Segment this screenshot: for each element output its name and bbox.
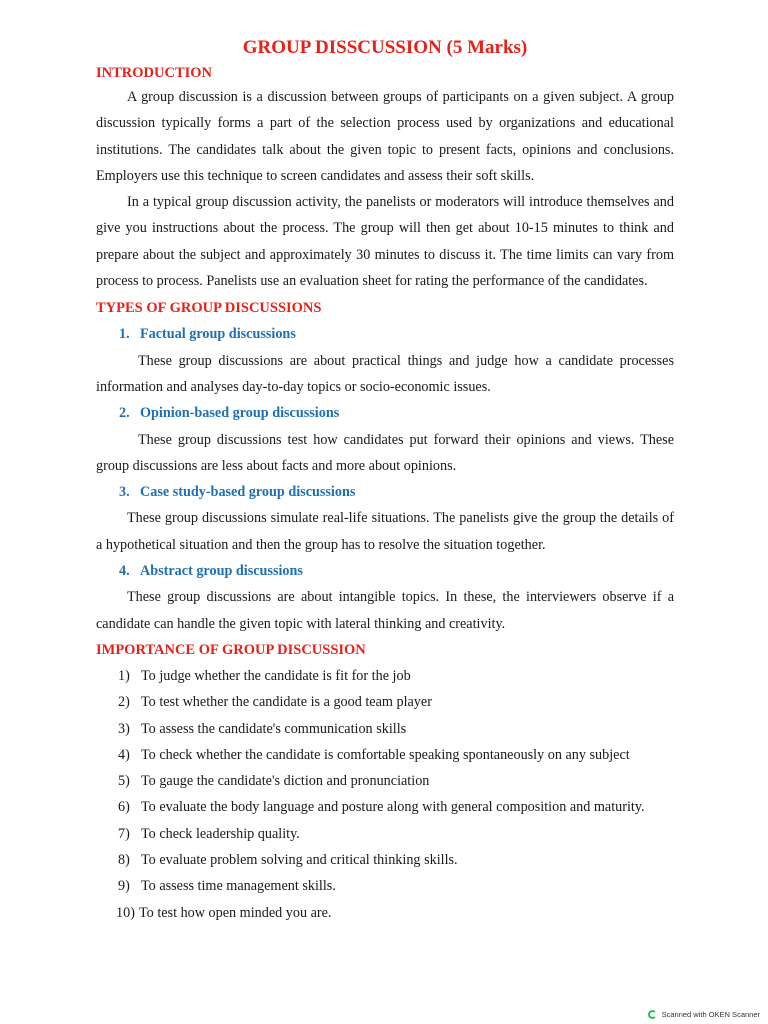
- scanner-watermark: [648, 1010, 760, 1019]
- type-heading: [96, 400, 674, 426]
- list-text: To check whether the candidate is comfortable speaking spontaneously on any subject: [141, 746, 630, 763]
- type-item: [96, 479, 674, 558]
- list-text: To judge whether the candidate is fit for the job: [141, 667, 411, 684]
- type-label: Factual group discussions: [140, 326, 296, 343]
- type-label: Abstract group discussions: [140, 563, 303, 580]
- list-number: 1): [118, 667, 130, 684]
- type-number: 2.: [119, 405, 130, 422]
- type-item: [96, 400, 674, 479]
- type-description: These group discussions are about intangible topics. In these, the interviewers observe if a candidate can handle the given topic with lateral thinking and creativity.: [96, 589, 674, 632]
- document-title: GROUP DISSCUSSION (5 Marks): [242, 37, 528, 58]
- list-text: To assess time management skills.: [141, 878, 336, 895]
- type-description: These group discussions are about practical things and judge how a candidate processes information and analyses day-to-day topics or socio-economic issues.: [96, 352, 674, 395]
- introduction-heading: INTRODUCTION: [96, 65, 213, 81]
- type-description: These group discussions test how candidates put forward their opinions and views. These group discussions are less about facts and more about opinions.: [96, 431, 674, 474]
- list-text: To evaluate problem solving and critical thinking skills.: [141, 852, 458, 869]
- intro-paragraph-1: A group discussion is a discussion between groups of participants on a given subject. A group discussion typically forms a part of the selection process used by organizations and educational institutions. The candidates talk about the given topic to present facts, opinions and conclusions. Employers use this technique to screen candidates and assess their soft skills.: [96, 89, 674, 184]
- document-page: [96, 36, 674, 926]
- type-number: 4.: [119, 563, 130, 580]
- list-item: [96, 821, 674, 847]
- intro-paragraph-2: In a typical group discussion activity, the panelists or moderators will introduce themselves and give you instructions about the process. The group will then get about 10-15 minutes to think and prepare about the subject and approximately 30 minutes to discuss it. The time limits can vary from process to process. Panelists use an evaluation sheet for rating the performance of the candidates.: [96, 194, 674, 290]
- type-label: Opinion-based group discussions: [140, 405, 340, 422]
- list-number: 3): [118, 720, 130, 737]
- type-item: [96, 321, 674, 400]
- type-description: These group discussions simulate real-life situations. The panelists give the group the details of a hypothetical situation and then the group has to resolve the situation together.: [96, 510, 674, 553]
- types-heading: TYPES OF GROUP DISCUSSIONS: [96, 300, 322, 317]
- list-item: [96, 689, 674, 715]
- list-text: To test how open minded you are.: [139, 904, 332, 921]
- list-text: To check leadership quality.: [141, 825, 300, 842]
- oken-scanner-logo-icon: [648, 1010, 657, 1019]
- list-number: 8): [118, 852, 130, 869]
- list-text: To test whether the candidate is a good team player: [141, 694, 432, 711]
- list-item: [96, 742, 674, 768]
- list-text: To assess the candidate's communication skills: [141, 720, 407, 737]
- list-item: [96, 663, 674, 689]
- list-number: 6): [118, 799, 130, 816]
- list-item: [96, 716, 674, 742]
- type-heading: [96, 479, 674, 505]
- type-heading: [96, 321, 674, 347]
- list-text: To evaluate the body language and posture along with general composition and maturity.: [141, 799, 645, 816]
- list-item: [96, 873, 674, 899]
- importance-heading: IMPORTANCE OF GROUP DISCUSSION: [96, 641, 366, 658]
- list-item: [96, 847, 674, 873]
- list-number: 7): [118, 825, 130, 842]
- list-number: 5): [118, 773, 130, 790]
- scanner-text: Scanned with OKEN Scanner: [661, 1010, 760, 1019]
- type-number: 1.: [119, 326, 130, 343]
- list-number: 9): [118, 878, 130, 895]
- importance-list: [96, 663, 674, 926]
- type-item: [96, 558, 674, 637]
- list-number: 10): [116, 904, 135, 921]
- list-item: [96, 900, 674, 926]
- type-label: Case study-based group discussions: [140, 484, 356, 501]
- type-heading: [96, 558, 674, 584]
- list-item: [96, 794, 674, 820]
- type-number: 3.: [119, 484, 130, 501]
- list-number: 4): [118, 746, 130, 763]
- list-item: [96, 768, 674, 794]
- list-text: To gauge the candidate's diction and pronunciation: [141, 773, 430, 790]
- list-number: 2): [118, 694, 130, 711]
